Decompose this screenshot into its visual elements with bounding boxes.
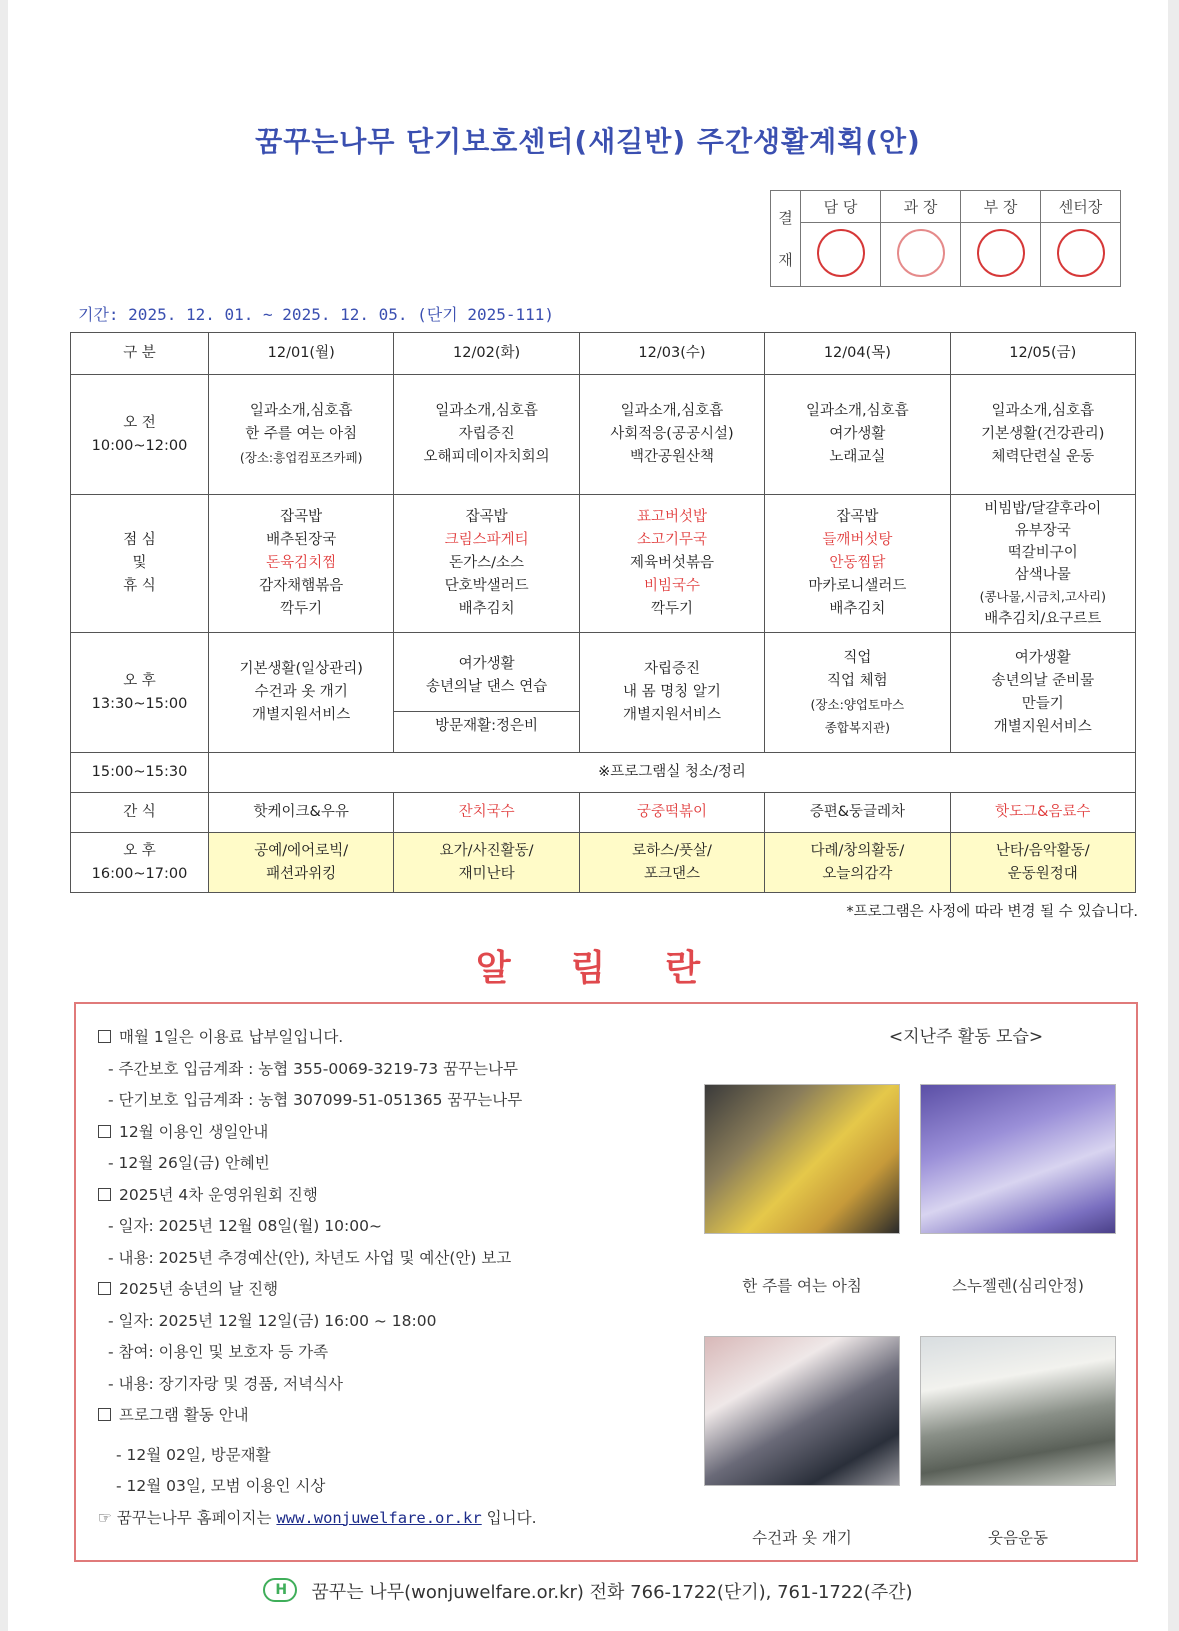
table-row-morning [71,375,1136,495]
checkbox-icon [98,1282,111,1295]
photo-caption: 수건과 옷 개기 [752,1529,852,1547]
table-cell: 일과소개,심호흡 한 주를 여는 아침 (장소:흥업컴포즈카페) [209,375,394,495]
table-row-snack [71,793,1136,833]
checkbox-icon [98,1408,111,1421]
notice-list [98,1022,688,1534]
table-header-cell: 12/04(목) [765,333,950,375]
notice-detail: - 단기보호 입금계좌 : 농협 307099-51-051365 꿈꾸는나무 [108,1091,523,1109]
row-label: 점 심 및 휴 식 [71,495,209,633]
table-cell: 로하스/풋살/ 포크댄스 [579,833,764,893]
table-header-cell: 12/01(월) [209,333,394,375]
table-header-cell: 12/02(화) [394,333,579,375]
table-cell: 증편&둥글레차 [765,793,950,833]
notice-detail: - 12월 26일(금) 안혜빈 [108,1154,270,1172]
table-cell: 일과소개,심호흡 자립증진 오해피데이자치회의 [394,375,579,495]
table-cell: 잡곡밥 배추된장국 돈육김치찜 감자채햄볶음 깍두기 [209,495,394,633]
notice-detail: - 일자: 2025년 12월 12일(금) 16:00 ~ 18:00 [108,1311,437,1330]
table-header-cell: 12/05(금) [950,333,1135,375]
approval-header: 부 장 [961,191,1041,223]
row-label: 오 후 13:30~15:00 [71,633,209,753]
notice-heading: 매월 1일은 이용료 납부일입니다. [98,1022,688,1054]
table-cell: 일과소개,심호흡 기본생활(건강관리) 체력단련실 운동 [950,375,1135,495]
checkbox-icon [98,1125,111,1138]
photo-caption: 웃음운동 [988,1529,1048,1547]
table-cell: 여가생활 송년의날 댄스 연습 방문재활:정은비 [394,633,579,753]
document-page [8,0,1168,1631]
heart-logo-icon [263,1578,297,1602]
activity-photo-3 [704,1336,900,1486]
homepage-link[interactable]: www.wonjuwelfare.or.kr [276,1508,482,1527]
table-row-late [71,833,1136,893]
table-cell: 핫케이크&우유 [209,793,394,833]
activity-photo-2 [920,1084,1116,1234]
approval-header: 센터장 [1041,191,1121,223]
checkbox-icon [98,1188,111,1201]
weekly-schedule-table [70,332,1136,893]
notice-box [74,1002,1138,1562]
table-row-afternoon [71,633,1136,753]
table-row-cleanup [71,753,1136,793]
gallery-title: <지난주 활동 모습> [888,1027,1044,1047]
table-cell: 표고버섯밥 소고기무국 제육버섯볶음 비빔국수 깍두기 [579,495,764,633]
approval-side-label: 결 재 [771,191,801,287]
table-header-cell: 12/03(수) [579,333,764,375]
homepage-line: ☞ 꿈꾸는나무 홈페이지는 www.wonjuwelfare.or.kr 입니다. [98,1508,537,1527]
table-cell: 궁중떡볶이 [579,793,764,833]
notice-detail: - 내용: 장기자랑 및 경품, 저녁식사 [108,1374,344,1393]
notice-heading: 프로그램 활동 안내 [98,1400,688,1432]
table-header-cell: 구 분 [71,333,209,375]
row-label: 간 식 [71,793,209,833]
notice-title: 알림란 [475,948,761,989]
table-cell: 비빔밥/달걀후라이 유부장국 떡갈비구이 삼색나물 (콩나물,시금치,고사리) 배추김치/요구르트 [950,495,1135,633]
photo-caption: 스누젤렌(심리안정) [952,1277,1084,1295]
table-cell: 다례/창의활동/ 오늘의감각 [765,833,950,893]
table-cell: 일과소개,심호흡 여가생활 노래교실 [765,375,950,495]
table-cell: 일과소개,심호흡 사회적응(공공시설) 백간공원산책 [579,375,764,495]
page-title: 꿈꾸는나무 단기보호센터(새길반) 주간생활계획(안) [255,125,921,158]
row-label: 오 후 16:00~17:00 [71,833,209,893]
schedule-note: *프로그램은 사정에 따라 변경 될 수 있습니다. [846,904,1138,920]
table-cell: 잔치국수 [394,793,579,833]
table-cell: 난타/음악활동/ 운동원정대 [950,833,1135,893]
table-cell: ※프로그램실 청소/정리 [209,753,1136,793]
row-label: 15:00~15:30 [71,753,209,793]
notice-detail: - 12월 03일, 모범 이용인 시상 [116,1477,326,1495]
approval-header: 담 당 [801,191,881,223]
notice-detail: - 일자: 2025년 12월 08일(월) 10:00~ [108,1217,382,1235]
signature-stamp [1041,223,1121,287]
notice-heading: 2025년 4차 운영위원회 진행 [98,1180,688,1212]
notice-detail: - 12월 02일, 방문재활 [116,1445,271,1464]
signature-stamp [961,223,1041,287]
table-cell: 여가생활 송년의날 준비물 만들기 개별지원서비스 [950,633,1135,753]
activity-photo-1 [704,1084,900,1234]
table-cell: 요가/사진활동/ 재미난타 [394,833,579,893]
approval-header: 과 장 [881,191,961,223]
notice-detail: - 내용: 2025년 추경예산(안), 차년도 사업 및 예산(안) 보고 [108,1248,512,1267]
approval-box [770,190,1121,287]
period-text: 기간: 2025. 12. 01. ~ 2025. 12. 05. (단기 2025-111) [78,305,555,324]
table-header-row [71,333,1136,375]
table-cell: 잡곡밥 크림스파게티 돈가스/소스 단호박샐러드 배추김치 [394,495,579,633]
footer: H꿈꾸는 나무(wonjuwelfare.or.kr) 전화 766-1722(단기), 761-1722(주간) [8,1578,1168,1604]
notice-detail: - 주간보호 입금계좌 : 농협 355-0069-3219-73 꿈꾸는나무 [108,1059,518,1078]
notice-heading: 12월 이용인 생일안내 [98,1117,688,1149]
notice-detail: - 참여: 이용인 및 보호자 등 가족 [108,1343,329,1361]
table-row-lunch [71,495,1136,633]
row-label: 오 전 10:00~12:00 [71,375,209,495]
table-cell: 잡곡밥 들깨버섯탕 안동찜닭 마카로니샐러드 배추김치 [765,495,950,633]
signature-stamp [801,223,881,287]
table-cell: 기본생활(일상관리) 수건과 옷 개기 개별지원서비스 [209,633,394,753]
signature-stamp [881,223,961,287]
checkbox-icon [98,1030,111,1043]
activity-photo-4 [920,1336,1116,1486]
table-cell: 핫도그&음료수 [950,793,1135,833]
table-cell: 공예/에어로빅/ 패션과위킹 [209,833,394,893]
table-cell: 직업 직업 체험 (장소:양업토마스 종합복지관) [765,633,950,753]
notice-heading: 2025년 송년의 날 진행 [98,1274,688,1306]
photo-caption: 한 주를 여는 아침 [742,1277,862,1295]
visit-rehab-note: 방문재활:정은비 [394,711,578,738]
table-cell: 자립증진 내 몸 명칭 알기 개별지원서비스 [579,633,764,753]
